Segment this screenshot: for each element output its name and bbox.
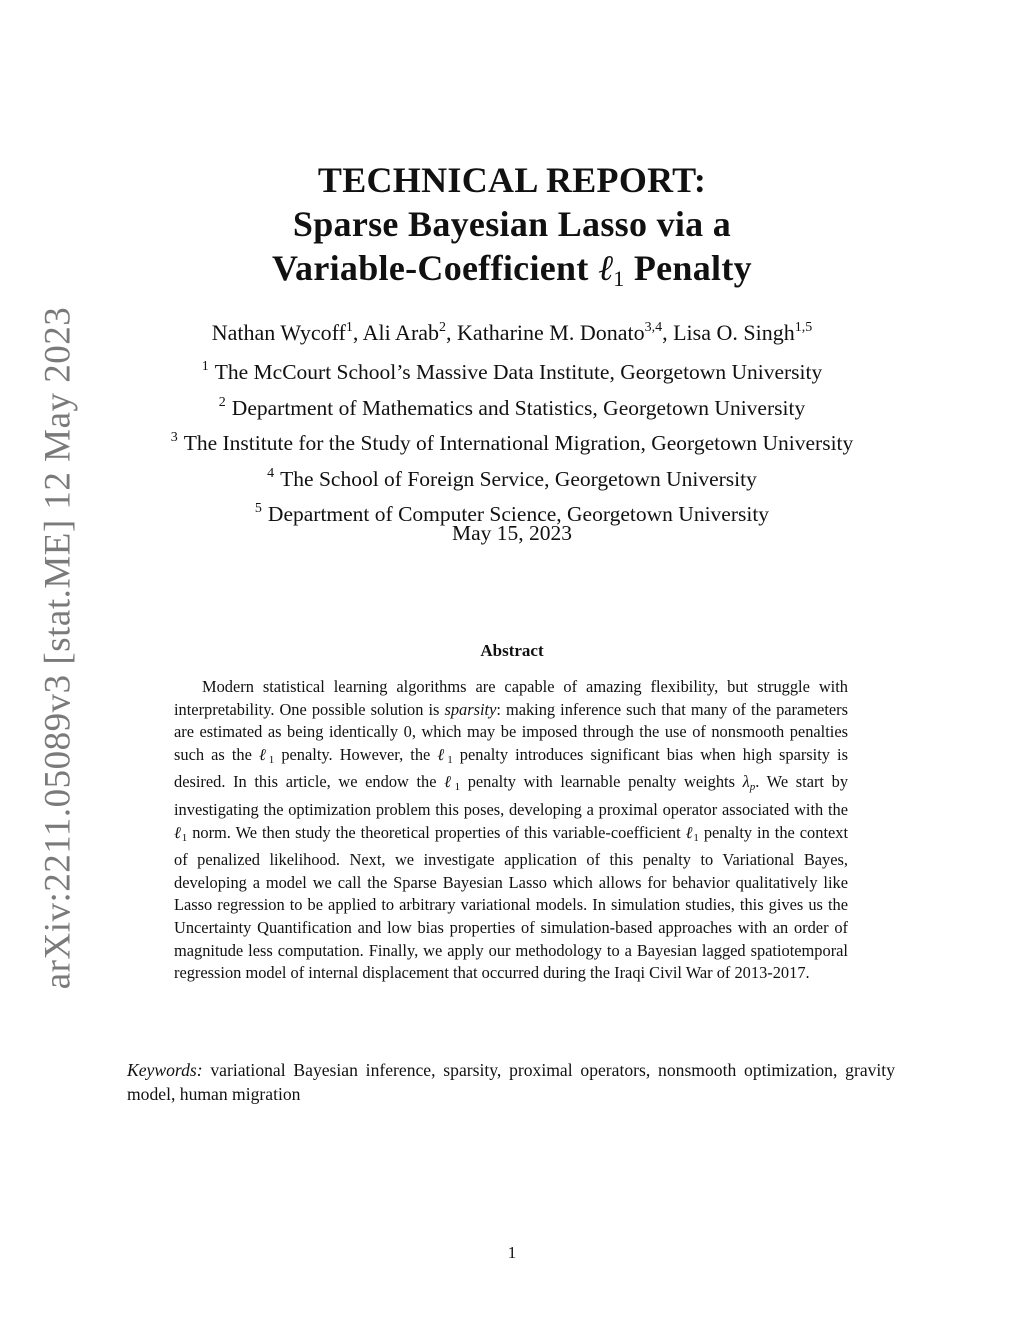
math-ell: ℓ <box>685 822 694 842</box>
affiliation-number: 3 <box>170 430 178 445</box>
title-line-3-prefix: Variable-Coefficient <box>272 248 598 288</box>
math-subscript: 1 <box>447 753 453 766</box>
author-affiliation-mark: 1,5 <box>794 320 813 335</box>
title-line-3-suffix: Penalty <box>624 248 752 288</box>
abstract-heading: Abstract <box>480 641 544 660</box>
author-separator: , <box>662 320 674 345</box>
author-separator: , <box>352 320 363 345</box>
affiliation-text: The Institute for the Study of International Migration, Georgetown University <box>183 431 854 455</box>
abstract-text: : making inference such that many of the parameters are estimated as being identically 0, which may be imposed through the use of nonsmooth penalties such as the <box>174 699 848 764</box>
abstract-text: penalty in the context of penalized likelihood. Next, we investigate application of this penalty to Variational Bayes, developing a model we call the Sparse Bayesian Lasso which allows for behavior qualitatively like Lasso regression to be applied to arbitrary variational models. In simulation studies, this gives us the Uncertainty Quantification and low bias properties of simulation-based approaches with an order of magnitude less computation. Finally, we apply our methodology to a Bayesian lagged spatiotemporal regression model of internal displacement that occurred during the Iraqi Civil War of 2013-2017. <box>174 822 849 983</box>
author-affiliation-mark: 3,4 <box>644 320 663 335</box>
keywords-text: variational Bayesian inference, sparsity, proximal operators, nonsmooth optimization, gravity model, human migration <box>127 1060 895 1104</box>
math-subscript: 1 <box>268 753 275 766</box>
math-subscript: p <box>749 781 756 794</box>
paper-date: May 15, 2023 <box>451 521 573 545</box>
keywords-label: Keywords: <box>127 1060 203 1080</box>
affiliation-text: Department of Mathematics and Statistics, Georgetown University <box>231 395 806 420</box>
math-subscript: 1 <box>181 831 188 844</box>
affiliation-line <box>0 423 1024 459</box>
math-ell: ℓ <box>258 744 269 764</box>
title-line-2: Sparse Bayesian Lasso via a <box>292 204 732 244</box>
author-name: Lisa O. Singh <box>673 320 795 345</box>
abstract-text: Modern statistical learning algorithms are capable of amazing flexibility, but struggle with interpretability. One possible solution is <box>174 677 848 719</box>
affiliation-text: The School of Foreign Service, Georgetown University <box>280 466 757 491</box>
math-subscript: 1 <box>454 781 461 794</box>
abstract-text: . We start by investigating the optimization problem this poses, developing a proximal operator associated with the <box>174 772 849 819</box>
math-ell: ℓ <box>444 772 455 792</box>
abstract-text: penalty. However, the <box>274 744 438 764</box>
title-ell-subscript: 1 <box>613 266 625 291</box>
arxiv-identifier-stamp: arXiv:2211.05089v3 [stat.ME] 12 May 2023 <box>37 306 79 990</box>
author-affiliation-mark: 2 <box>439 320 447 335</box>
page-number: 1 <box>507 1243 517 1262</box>
title-ell-symbol: ℓ <box>597 248 614 288</box>
math-ell: ℓ <box>174 822 182 842</box>
abstract-text: penalty introduces significant bias when high sparsity is desired. In this article, we endow the <box>174 744 848 792</box>
abstract-text: penalty with learnable penalty weights <box>460 772 743 792</box>
affiliation-line <box>0 459 1024 495</box>
abstract-emphasis: sparsity <box>444 699 497 719</box>
abstract-body <box>174 676 848 985</box>
author-list <box>0 313 1024 348</box>
author-name: Katharine M. Donato <box>457 320 645 345</box>
affiliation-text: The McCourt School’s Massive Data Institute, Georgetown University <box>214 360 823 384</box>
math-lambda: λ <box>742 772 750 792</box>
author-separator: , <box>446 320 458 345</box>
paper-title <box>0 158 1024 301</box>
affiliation-number: 4 <box>267 465 275 481</box>
keywords-section <box>127 1058 895 1106</box>
affiliation-list <box>0 352 1024 530</box>
affiliation-text: Department of Computer Science, Georgetown University <box>267 502 770 526</box>
math-ell: ℓ <box>437 744 448 764</box>
abstract-text: norm. We then study the theoretical properties of this variable-coefficient <box>187 822 686 842</box>
author-name: Nathan Wycoff <box>211 320 346 345</box>
math-subscript: 1 <box>693 831 699 844</box>
affiliation-number: 5 <box>254 501 262 516</box>
author-name: Ali Arab <box>362 320 440 345</box>
affiliation-number: 1 <box>201 359 209 374</box>
title-line-3 <box>0 246 1024 301</box>
affiliation-number: 2 <box>218 394 226 410</box>
affiliation-line <box>0 388 1024 424</box>
affiliation-line <box>0 352 1024 388</box>
author-affiliation-mark: 1 <box>345 320 353 335</box>
title-line-1: TECHNICAL REPORT: <box>317 160 707 200</box>
